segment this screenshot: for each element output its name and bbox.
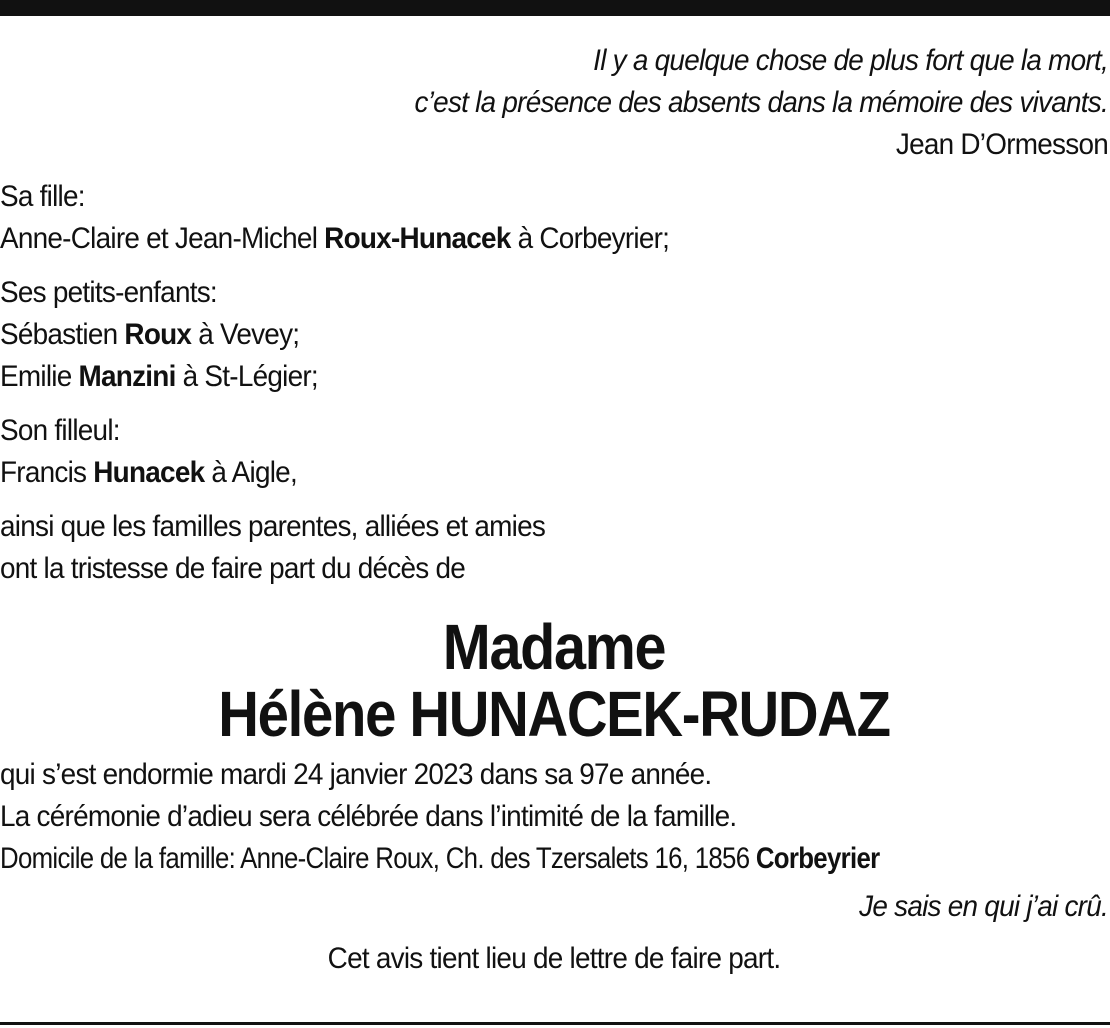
announcement-line-1: ainsi que les familles parentes, alliées et amies bbox=[0, 510, 546, 543]
grandchildren-heading: Ses petits-enfants: bbox=[0, 276, 217, 309]
closing-quote: Je sais en qui j’ai crû. bbox=[859, 890, 1108, 923]
obituary-notice bbox=[0, 40, 1108, 980]
bottom-rule bbox=[0, 1022, 1110, 1025]
deceased-title: Madame bbox=[442, 611, 666, 683]
deceased-name: Hélène HUNACEK-RUDAZ bbox=[218, 678, 890, 750]
announcement-line-2: ont la tristesse de faire part du décès de bbox=[0, 552, 466, 585]
grandchild-item: Emilie Manzini à St-Légier; bbox=[0, 360, 318, 393]
grandchild-item: Sébastien Roux à Vevey; bbox=[0, 318, 300, 351]
details-line-2: La cérémonie d’adieu sera célébrée dans l’intimité de la famille. bbox=[0, 800, 737, 833]
quote-line-1: Il y a quelque chose de plus fort que la mort, bbox=[593, 44, 1108, 77]
daughter-name: Anne-Claire et Jean-Michel Roux-Hunacek à Corbeyrier; bbox=[0, 222, 670, 255]
details-line-1: qui s’est endormie mardi 24 janvier 2023 dans sa 97e année. bbox=[0, 758, 712, 791]
domicile-line: Domicile de la famille: Anne-Claire Roux, Ch. des Tzersalets 16, 1856 Corbeyrier bbox=[0, 842, 880, 875]
godson-heading: Son filleul: bbox=[0, 414, 120, 447]
quote-line-2: c’est la présence des absents dans la mémoire des vivants. bbox=[414, 86, 1108, 119]
footer-note: Cet avis tient lieu de lettre de faire part. bbox=[327, 942, 781, 975]
daughter-heading: Sa fille: bbox=[0, 180, 85, 213]
quote-author: Jean D’Ormesson bbox=[895, 128, 1108, 161]
godson-name: Francis Hunacek à Aigle, bbox=[0, 456, 297, 489]
top-rule bbox=[0, 0, 1110, 16]
